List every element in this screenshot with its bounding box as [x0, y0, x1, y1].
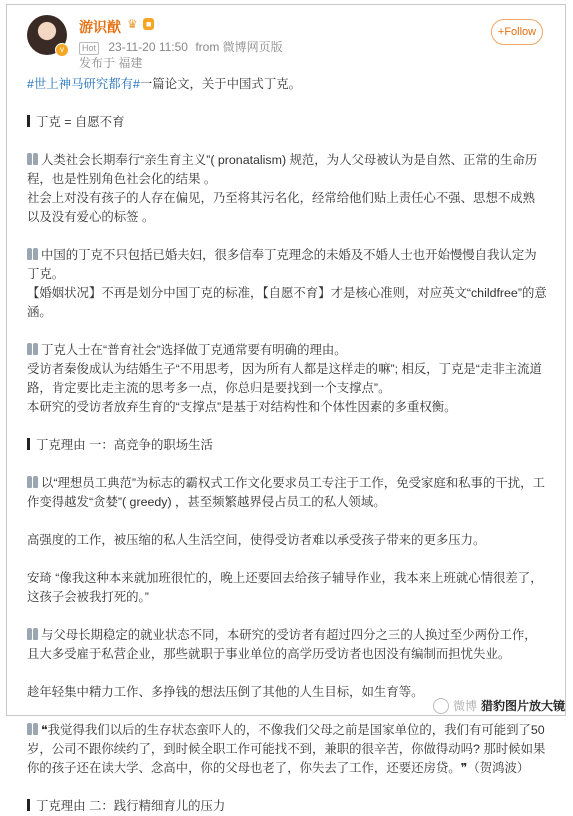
watermark [433, 697, 565, 714]
folded-hands-emoji-icon [27, 342, 39, 354]
paragraph [27, 341, 547, 360]
weibo-logo-icon [433, 698, 449, 714]
intro-text: 一篇论文，关于中国式丁克。 [139, 77, 301, 91]
watermark-text: 微博 [452, 699, 477, 713]
section-bar-icon [27, 438, 30, 450]
watermark-brand: 猎豹图片放大镜 [480, 699, 565, 713]
post-date[interactable]: 23-11-20 11:50 [108, 40, 188, 54]
folded-hands-emoji-icon [27, 722, 39, 734]
paragraph [27, 721, 547, 778]
source-name: 微博网页版 [222, 40, 283, 54]
section-title-3: 丁克理由 二：践行精细育儿的压力 [36, 799, 226, 813]
paragraph-text: 丁克人士在“普育社会”选择做丁克通常要有明确的理由。 [41, 343, 347, 357]
intro-line [27, 75, 547, 94]
post-header [7, 5, 565, 71]
post-meta [79, 38, 283, 55]
section-heading [27, 113, 547, 132]
weibo-post-card [6, 4, 566, 813]
follow-button[interactable]: +Follow [491, 19, 543, 45]
user-name[interactable]: 游识猷 [79, 19, 121, 35]
paragraph: 社会上对没有孩子的人存在偏见，乃至将其污名化，经常给他们贴上责任心不强、思想不成熟以及没有爱心的标签 。 [27, 191, 536, 224]
paragraph: 本研究的受访者放弃生育的“支撑点”是基于对结构性和个体性因素的多重权衡。 [27, 400, 457, 414]
section-title-2: 丁克理由 一：高竞争的职场生活 [36, 438, 213, 452]
source-prefix: from [195, 40, 220, 54]
paragraph-text: 中国的丁克不只包括已婚夫妇，很多信奉丁克理念的未婚及不婚人士也开始慢慢自我认定为丁克。 [27, 248, 537, 281]
paragraph-text: ❝我觉得我们以后的生存状态蛮吓人的，不像我们父母之前是国家单位的，我们有可能到了50岁，公司不跟你续约了，到时候全职工作可能找不到，兼职的很辛苦，你做得动吗? 那时候如果你的孩子还在读大学、念高中，你的父母也老了，你失去了工作，还要还房贷。❞（贺鸿波） [27, 723, 546, 775]
paragraph [27, 151, 547, 189]
paragraph [27, 626, 547, 664]
section-heading [27, 436, 547, 455]
source-tag: Hot [79, 42, 99, 55]
paragraph [27, 474, 547, 512]
paragraph: 趁年轻集中精力工作、多挣钱的想法压倒了其他的人生目标，如生育等。 [27, 685, 424, 699]
topic-link[interactable]: #世上神马研究都有# [27, 77, 140, 91]
folded-hands-emoji-icon [27, 152, 39, 164]
paragraph: 受访者秦俊成认为结婚生子“不用思考，因为所有人都是这样走的嘛”; 相反，丁克是“走非主流道路，肯定要比走主流的思考多一点，你总归是要找到一个支撑点”。 [27, 362, 542, 395]
paragraph: 高强度的工作，被压缩的私人生活空间，使得受访者难以承受孩子带来的更多压力。 [27, 533, 486, 547]
crown-icon: ♛ [127, 17, 138, 31]
paragraph-text: 与父母长期稳定的就业状态不同，本研究的受访者有超过四分之三的人换过至少两份工作，且大多受雇于私营企业，那些就职于事业单位的高学历受访者也因没有编制而担忧失业。 [27, 628, 537, 661]
paragraph-text: 以“理想员工典范”为标志的霸权式工作文化要求员工专注于工作，免受家庭和私事的干扰，工作变得越发“贪婪”( greedy) ，甚至频繁越界侵占员工的私人领域。 [27, 476, 545, 509]
section-bar-icon [27, 115, 30, 127]
paragraph-text: 人类社会长期奉行“亲生育主义”( pronatalism) 规范，为人父母被认为是自然、正常的生命历程，也是性别角色社会化的结果 。 [27, 153, 538, 186]
paragraph: 安琦 “像我这种本来就加班很忙的，晚上还要回去给孩子辅导作业，我本来上班就心情很差了，这孩子会被我打死的。” [27, 571, 543, 604]
folded-hands-emoji-icon [27, 627, 39, 639]
post-location: 发布于 福建 [79, 56, 143, 70]
folded-hands-emoji-icon [27, 475, 39, 487]
section-title-1: 丁克 = 自愿不育 [36, 115, 125, 129]
paragraph [27, 246, 547, 284]
member-level-badge: ■ [143, 18, 154, 30]
section-bar-icon [27, 799, 30, 811]
paragraph: 【婚姻状况】不再是划分中国丁克的标准，【自愿不育】才是核心准则，对应英文“childfree”的意涵。 [27, 286, 547, 319]
verified-badge-icon: v [55, 43, 69, 57]
folded-hands-emoji-icon [27, 247, 39, 259]
section-heading [27, 797, 547, 816]
